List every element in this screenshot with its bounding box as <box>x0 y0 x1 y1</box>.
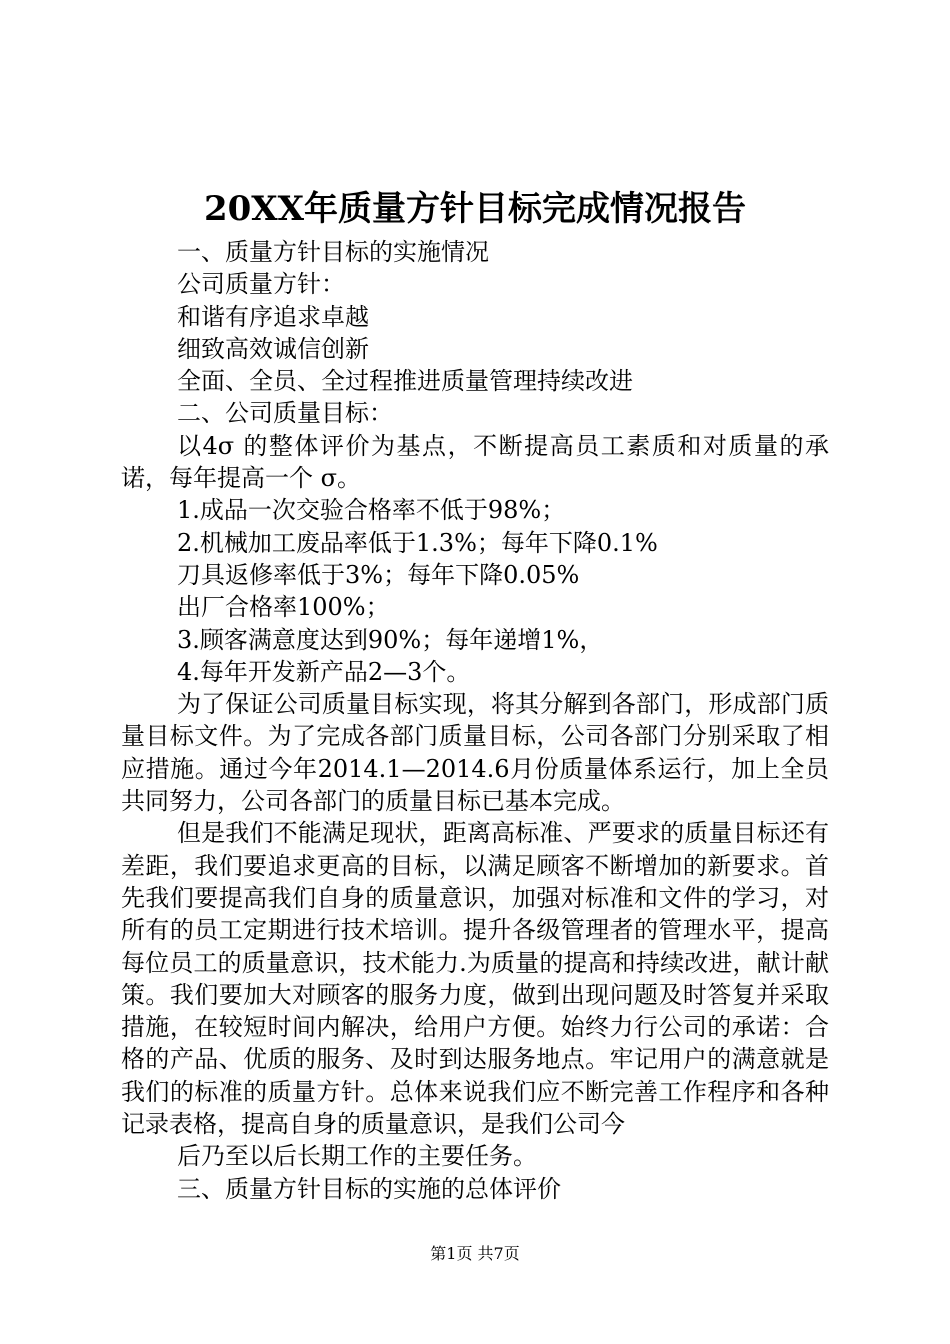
paragraph-policy-line-3: 全面、全员、全过程推进质量管理持续改进 <box>177 367 633 396</box>
paragraph-implementation: 为了保证公司质量目标实现，将其分解到各部门，形成部门质量目标文件。为了完成各部门质量目标，公司各部门分别采取了相应措施。通过今年2014.1—2014.6月份质量体系运行，加上全员共同努力，公司各部门的质量目标已基本完成。 <box>121 690 829 816</box>
list-item-goal-1: 1.成品一次交验合格率不低于98%； <box>177 496 566 525</box>
document-body <box>121 236 829 1205</box>
list-item-goal-4: 4.每年开发新产品2—3个。 <box>177 657 471 686</box>
list-item-goal-3: 3.顾客满意度达到90%；每年递增1%， <box>177 625 604 654</box>
paragraph-policy-line-2: 细致高效诚信创新 <box>177 334 369 363</box>
document-title: 20XX年质量方针目标完成情况报告 <box>203 189 747 229</box>
paragraph-improvement: 但是我们不能满足现状，距离高标准、严要求的质量目标还有差距，我们要追求更高的目标，以满足顾客不断增加的新要求。首先我们要提高我们自身的质量意识，加强对标准和文件的学习，对所有的员工定期进行技术培训。提升各级管理者的管理水平，提高每位员工的质量意识，技术能力.为质量的提高和持续改进，献计献策。我们要加大对顾客的服务力度，做到出现问题及时答复并采取措施，在较短时间内解决，给用户方便。始终力行公司的承诺：合格的产品、优质的服务、及时到达服务地点。牢记用户的满意就是我们的标准的质量方针。总体来说我们应不断完善工作程序和各种记录表格，提高自身的质量意识，是我们公司今 <box>121 819 829 1139</box>
list-item-goal-2b: 出厂合格率100%； <box>177 593 390 622</box>
heading-section-2: 二、公司质量目标： <box>177 399 393 428</box>
paragraph-policy-label: 公司质量方针： <box>177 270 345 299</box>
paragraph-policy-line-1: 和谐有序追求卓越 <box>177 302 369 331</box>
page-footer: 第1页 共7页 <box>430 1244 520 1263</box>
heading-section-1: 一、质量方针目标的实施情况 <box>177 238 489 266</box>
list-item-goal-2a: 刀具返修率低于3%；每年下降0.05% <box>177 560 580 589</box>
list-item-goal-2: 2.机械加工废品率低于1.3%；每年下降0.1% <box>177 528 658 557</box>
heading-section-3: 三、质量方针目标的实施的总体评价 <box>177 1174 561 1203</box>
paragraph-sigma-goal: 以4σ 的整体评价为基点，不断提高员工素质和对质量的承诺，每年提高一个 σ。 <box>121 431 829 493</box>
paragraph-improvement-cont: 后乃至以后长期工作的主要任务。 <box>177 1142 537 1171</box>
